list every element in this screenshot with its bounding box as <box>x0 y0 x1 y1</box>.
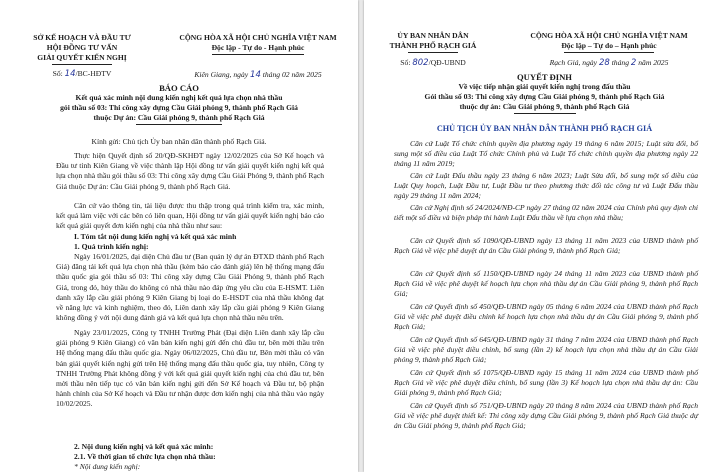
org-underline <box>408 52 458 53</box>
authority-heading: CHỦ TỊCH ỦY BAN NHÂN DÂN THÀNH PHỐ RẠCH GIÁ <box>436 124 653 133</box>
doc-date: Kiên Giang, ngày 14 tháng 02 năm 2025 <box>194 70 322 80</box>
report-page <box>0 0 358 472</box>
motto: Độc lập - Tự do - Hạnh phúc <box>211 43 305 52</box>
legal-basis-6: Căn cứ Quyết định số 450/QĐ-UBND ngày 05 tháng 6 năm 2024 của UBND thành phố Rạch Giá về việc phê duyệt điều chỉnh kế hoạch lựa chọn nhà thầu dự án Cầu Giải phóng 9, thành phố Rạch Giá; <box>394 302 698 332</box>
legal-basis-5: Căn cứ Quyết định số 1150/QĐ-UBND ngày 24 tháng 11 năm 2023 của UBND thành phố Rạch Giá về việc phê duyệt kế hoạch lựa chọn nhà thầu dự án Cầu Giải phóng 9, thành phố Rạch Giá; <box>394 269 698 299</box>
doc-number-handwritten: 14 <box>64 69 76 79</box>
paragraph-2: Căn cứ vào thông tin, tài liệu được thu thập trong quá trình kiểm tra, xác minh, kết quả làm việc với các bên có liên quan, Hội đồng tư vấn giải quyết kiến nghị báo cáo kết quả giải quyết đơn kiến nghị của nhà thầu như sau: <box>56 201 324 231</box>
subject-line-3: thuộc dự án: Cầu Giải phóng 9, thành phố Rạch Giá <box>459 102 630 111</box>
subject-line-1: Về việc tiếp nhận giải quyết kiến nghị trong đấu thầu <box>458 82 631 91</box>
motto: Độc lập – Tự do – Hạnh phúc <box>561 41 657 50</box>
doc-number: Số: 802/QĐ-UBND <box>400 58 466 68</box>
recipient: Kính gửi: Chủ tịch Ủy ban nhân dân thành phố Rạch Giá. <box>91 137 267 146</box>
heading-2: 2. Nội dung kiến nghị và kết quả xác minh: <box>74 442 214 451</box>
org-line-2: HỘI ĐỒNG TƯ VẤN <box>46 43 118 52</box>
legal-basis-2: Căn cứ Luật Đấu thầu ngày 23 tháng 6 năm 2023; Luật Sửa đổi, bổ sung một số điều của Luật Quy hoạch, Luật Đầu tư, Luật Đầu tư theo phương thức đối tác công tư và Luật Đấu thầu ngày 29 tháng 11 năm 2024; <box>394 171 698 201</box>
org-underline <box>52 64 112 65</box>
doc-number: Số: 14/BC-HĐTV <box>52 69 112 79</box>
nation-title: CỘNG HÒA XÃ HỘI CHỦ NGHĨA VIỆT NAM <box>530 31 688 40</box>
heading-1-1: 1. Quá trình kiến nghị: <box>74 242 149 251</box>
paragraph-3: Ngày 16/01/2025, đại diện Chủ đầu tư (Ban quản lý dự án ĐTXD thành phố Rạch Giá) đăng tải kết quả lựa chọn nhà thầu (kèm báo cáo đánh giá) lên hệ thống mạng đấu thầu quốc gia gói thầu số 03: Thi công xây dựng Cầu Giải Phóng 9, thành phố Rạch Giá, trong đó, hủy thầu do không có nhà thầu nào đáp ứng yêu cầu của E-HSMT. Liên danh xây lắp cầu giải phóng 9 Kiên Giang bị loại do E-HSDT của nhà thầu không đạt về năng lực và kinh nghiệm, theo đó, Liên danh xây lắp cầu giải phóng 9 Kiên Giang không đồng ý với nội dung đánh giá và kết quả lựa chọn nhà thầu nêu trên. <box>56 252 324 323</box>
org-line-1: ỦY BAN NHÂN DÂN <box>397 31 469 40</box>
legal-basis-1: Căn cứ Luật Tổ chức chính quyền địa phương ngày 19 tháng 6 năm 2015; Luật sửa đổi, bổ sung một số điều của Luật Tổ chức Chính phủ và Luật Tổ chức chính quyền địa phương ngày 22 tháng 11 năm 2019; <box>394 139 698 169</box>
motto-underline <box>212 54 304 55</box>
subject-underline <box>514 113 576 114</box>
heading-2-1: 2.1. Về thời gian tổ chức lựa chọn nhà thầu: <box>74 452 216 461</box>
legal-basis-9: Căn cứ Quyết định số 751/QĐ-UBND ngày 20 tháng 8 năm 2024 của UBND thành phố Rạch Giá về việc phê duyệt thiết kế: Thi công xây dựng Cầu Giải phóng 9, thành phố Rạch Giá thuộc dự án Cầu Giải phóng 9, thành phố Rạch Giá; <box>394 401 698 431</box>
doc-date: Rạch Giá, ngày 28 tháng 2 năm 2025 <box>549 58 669 68</box>
legal-basis-3: Căn cứ Nghị định số 24/2024/NĐ-CP ngày 27 tháng 02 năm 2024 của Chính phủ quy định chi tiết một số điều và biện pháp thi hành Luật Đấu thầu về lựa chọn nhà thầu; <box>394 203 698 223</box>
subject-underline <box>136 124 222 125</box>
date-day-handwritten: 14 <box>250 70 261 80</box>
subject-line-3: thuộc Dự án: Cầu Giải phóng 9, thành phố Rạch Giá <box>93 113 265 122</box>
subject-line-2: Gói thầu số 03: Thi công xây dựng Cầu Giải phóng 9, thành phố Rạch Giá <box>424 92 665 101</box>
doc-title: QUYẾT ĐỊNH <box>517 72 572 82</box>
heading-1: I. Tóm tắt nội dung kiến nghị và kết quả xác minh <box>74 232 237 241</box>
date-month-handwritten: 2 <box>630 58 637 68</box>
org-line-2: THÀNH PHỐ RẠCH GIÁ <box>389 41 477 50</box>
doc-number-handwritten: 802 <box>412 58 429 68</box>
subject-line-2: gói thầu số 03: Thi công xây dựng Cầu Giải phóng 9, thành phố Rạch Giá <box>60 103 298 112</box>
paragraph-1: Thực hiện Quyết định số 20/QĐ-SKHĐT ngày 12/02/2025 của Sở Kế hoạch và Đầu tư tỉnh Kiên Giang về việc thành lập Hội đồng tư vấn giải quyết kiến nghị kết quả lựa chọn nhà thầu gói thầu số 03: Thi công xây dựng Cầu Giải Phóng 9, thành phố Rạch Giá thuộc Dự án: Cầu Giải phóng 9, thành phố Rạch Giá. <box>56 151 324 191</box>
legal-basis-7: Căn cứ Quyết định số 645/QĐ-UBND ngày 31 tháng 7 năm 2024 của UBND thành phố Rạch Giá về việc phê duyệt điều chỉnh, bổ sung (lần 2) kế hoạch lựa chọn nhà thầu dự án Cầu Giải phóng 9, thành phố Rạch Giá; <box>394 335 698 365</box>
nation-title: CỘNG HÒA XÃ HỘI CHỦ NGHĨA VIỆT NAM <box>179 33 337 42</box>
org-line-1: SỞ KẾ HOẠCH VÀ ĐẦU TƯ <box>33 33 131 42</box>
paragraph-4: Ngày 23/01/2025, Công ty TNHH Trường Phát (Đại diện Liên danh xây lắp cầu giải phóng 9 Kiên Giang) có văn bản kiến nghị gửi đến chủ đầu tư, bên mời thầu trên Hệ thống mạng đấu thầu quốc gia. Ngày 06/02/2025, Chủ đầu tư, Bên mời thầu có văn bản giải quyết kiến nghị gửi trên Hệ thống mạng đấu thầu quốc gia, tuy nhiên, Công ty TNHH Trường Phát không đồng ý với kết quả giải quyết kiến nghị của chủ đầu tư, bên mời thầu nên tiếp tục có văn bản kiến nghị gửi đến Sở Kế hoạch và Đầu tư, bộ phận hành chính của Sở Kế hoạch và Đầu tư nhận được đơn kiến nghị của nhà thầu vào ngày 10/02/2025. <box>56 328 324 409</box>
date-day-handwritten: 28 <box>598 58 610 68</box>
legal-basis-4: Căn cứ Quyết định số 1090/QĐ-UBND ngày 13 tháng 11 năm 2023 của UBND thành phố Rạch Giá về việc phê duyệt dự án Cầu Giải phóng 9, thành phố Rạch Giá; <box>394 236 698 256</box>
bullet-line: * Nội dung kiến nghị: <box>74 462 141 471</box>
org-line-3: GIẢI QUYẾT KIẾN NGHỊ <box>37 53 127 62</box>
motto-underline <box>564 52 654 53</box>
legal-basis-8: Căn cứ Quyết định số 1075/QĐ-UBND ngày 15 tháng 11 năm 2024 của UBND thành phố Rạch Giá về việc phê duyệt điều chỉnh, bổ sung (lần 3) Kế hoạch lựa chọn nhà thầu dự án: Cầu Giải phóng 9, thành phố Rạch Giá; <box>394 368 698 398</box>
doc-title: BÁO CÁO <box>159 83 199 93</box>
subject-line-1: Kết quả xác minh nội dung kiến nghị kết quả lựa chọn nhà thầu <box>75 93 283 102</box>
decision-page <box>364 0 725 472</box>
